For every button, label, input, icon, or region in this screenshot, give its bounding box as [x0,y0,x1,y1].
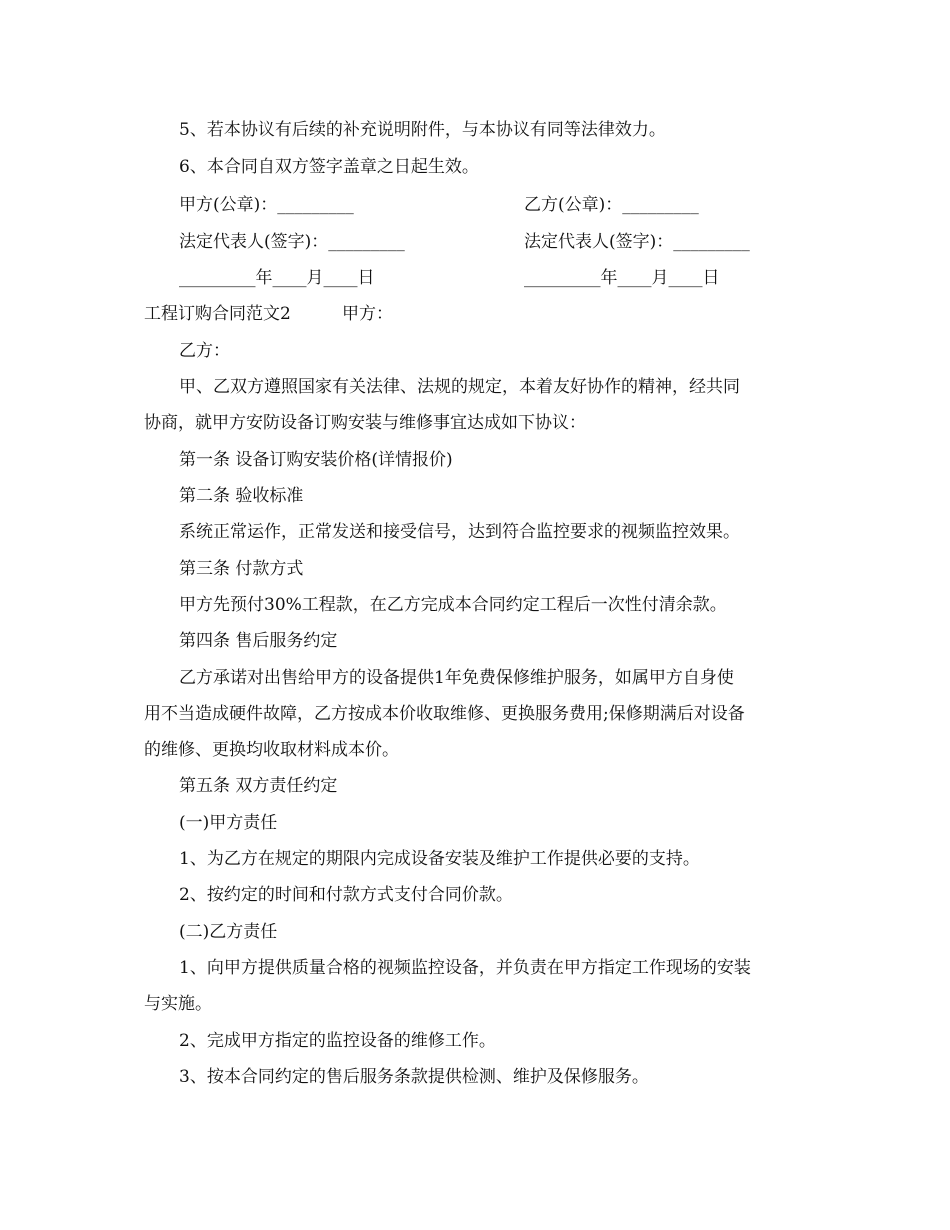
article-4-line-1: 乙方承诺对出售给甲方的设备提供1年免费保修维护服务，如属甲方自身使 [179,668,734,688]
article-4-heading: 第四条 售后服务约定 [179,631,338,651]
article-2-heading: 第二条 验收标准 [179,486,304,506]
party-a-seal-line: 甲方(公章)：_________ [179,195,354,215]
party-a-resp-1: 1、为乙方在规定的期限内完成设备安装及维护工作提供必要的支持。 [179,849,700,869]
party-b-rep-line: 法定代表人(签字)：_________ [524,232,750,252]
party-a-resp-title: (一)甲方责任 [179,813,278,833]
party-b-resp-1-line-2: 与实施。 [144,994,212,1014]
article-5-heading: 第五条 双方责任约定 [179,776,338,796]
party-b-resp-2: 2、完成甲方指定的监控设备的维修工作。 [179,1031,496,1051]
party-b-resp-3: 3、按本合同约定的售后服务条款提供检测、维护及保修服务。 [179,1067,649,1087]
party-a-date-line: _________年____月____日 [179,268,375,288]
party-b-seal-line: 乙方(公章)：_________ [524,195,699,215]
party-a-label: 甲方： [342,304,393,324]
intro-line-2: 协商，就甲方安防设备订购安装与维修事宜达成如下协议： [144,413,586,433]
party-b-resp-title: (二)乙方责任 [179,922,278,942]
clause-5: 5、若本协议有后续的补充说明附件，与本协议有同等法律效力。 [179,120,666,140]
article-1-heading: 第一条 设备订购安装价格(详情报价) [179,450,453,470]
article-4-line-2: 用不当造成硬件故障，乙方按成本价收取维修、更换服务费用;保修期满后对设备 [144,704,745,724]
party-a-rep-line: 法定代表人(签字)：_________ [179,232,405,252]
party-b-label: 乙方： [179,341,230,361]
article-3-heading: 第三条 付款方式 [179,559,304,579]
party-a-resp-2: 2、按约定的时间和付款方式支付合同价款。 [179,885,513,905]
article-2-text: 系统正常运作，正常发送和接受信号，达到符合监控要求的视频监控效果。 [179,522,740,542]
article-3-text: 甲方先预付30%工程款，在乙方完成本合同约定工程后一次性付清余款。 [179,595,727,615]
intro-line-1: 甲、乙双方遵照国家有关法律、法规的规定，本着友好协作的精神，经共同 [179,377,740,397]
article-4-line-3: 的维修、更换均收取材料成本价。 [144,740,399,760]
clause-6: 6、本合同自双方签字盖章之日起生效。 [179,157,479,177]
party-b-resp-1-line-1: 1、向甲方提供质量合格的视频监控设备，并负责在甲方指定工作现场的安装 [179,958,751,978]
party-b-date-line: _________年____月____日 [524,268,720,288]
section-title: 工程订购合同范文2 [144,304,291,324]
